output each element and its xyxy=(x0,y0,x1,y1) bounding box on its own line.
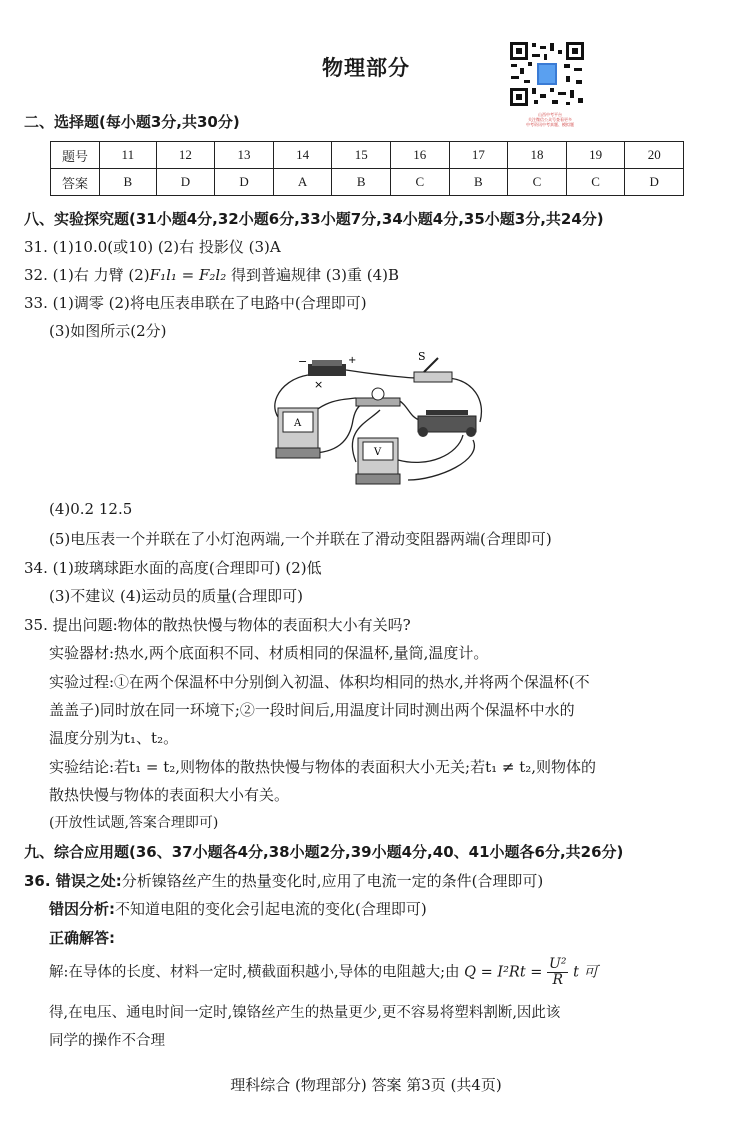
battery-icon xyxy=(308,360,346,376)
battery-negative-label: − xyxy=(298,355,308,368)
answer-q34-2: (3)不建议 (4)运动员的质量(合理即可) xyxy=(49,587,303,605)
answer-q36-solution-1 xyxy=(49,957,598,988)
question-number: 16 xyxy=(391,142,450,169)
page-title: 物理部分 xyxy=(322,56,410,80)
q36-formula-tail: t 可 xyxy=(573,964,598,981)
q36-error-label: 36. 错误之处: xyxy=(24,872,122,890)
qr-caption xyxy=(508,112,592,127)
answer-cell: C xyxy=(391,169,450,196)
answer-cell: B xyxy=(332,169,391,196)
answer-q36-solution-3: 同学的操作不合理 xyxy=(49,1033,165,1049)
q32-prefix: 32. (1)右 力臂 (2) xyxy=(24,266,150,284)
rheostat-icon xyxy=(418,410,476,437)
section-2-heading: 二、选择题(每小题3分,共30分) xyxy=(24,113,240,131)
question-number: 17 xyxy=(449,142,508,169)
question-number: 12 xyxy=(156,142,215,169)
answer-q36-solution-2: 得,在电压、通电时间一定时,镍铬丝产生的热量更少,更不容易将塑料割断,因此该 xyxy=(49,1005,561,1021)
question-number: 11 xyxy=(100,142,157,169)
choice-answer-table xyxy=(50,141,684,196)
fraction-denominator: R xyxy=(552,972,564,988)
q36-cause-text: 不知道电阻的变化会引起电流的变化(合理即可) xyxy=(115,900,427,918)
answer-cell: D xyxy=(156,169,215,196)
answer-q36-error xyxy=(24,870,543,891)
answer-q35-process-3: 温度分别为t₁、t₂。 xyxy=(49,729,179,747)
qr-code-icon xyxy=(508,40,586,108)
section-9-heading: 九、综合应用题(36、37小题各4分,38小题2分,39小题4分,40、41小题各6分,共26分) xyxy=(24,843,624,861)
switch-label: S xyxy=(418,350,426,363)
qr-caption-line: 中考资讯中考真题、模拟题 xyxy=(526,122,574,127)
answer-q32 xyxy=(24,264,399,285)
table-row xyxy=(51,169,684,196)
answer-q35-note: (开放性试题,答案合理即可) xyxy=(49,815,219,831)
answer-cell: D xyxy=(625,169,684,196)
fraction-numerator: U² xyxy=(549,956,567,972)
q32-formula: F₁l₁ = F₂l₂ xyxy=(149,266,227,284)
q36-solution-text: 解:在导体的长度、材料一定时,横截面积越小,导体的电阻越大;由 xyxy=(49,964,460,981)
q36-formula: Q = I²Rt = xyxy=(464,964,543,981)
question-number: 18 xyxy=(508,142,567,169)
answer-cell: B xyxy=(449,169,508,196)
question-number: 19 xyxy=(566,142,625,169)
question-number: 14 xyxy=(273,142,332,169)
table-row xyxy=(51,142,684,169)
answer-q33-1: 33. (1)调零 (2)将电压表串联在了电路中(合理即可) xyxy=(24,294,367,312)
answer-q33-5: (5)电压表一个并联在了小灯泡两端,一个并联在了滑动变阻器两端(合理即可) xyxy=(49,530,552,548)
q36-fraction xyxy=(547,957,568,988)
svg-text:V: V xyxy=(374,447,382,458)
circuit-diagram xyxy=(258,350,490,490)
answer-q36-cause xyxy=(49,898,427,919)
answer-q33-2: (3)如图所示(2分) xyxy=(49,322,167,340)
section-8-heading: 八、实验探究题(31小题4分,32小题6分,33小题7分,34小题4分,35小题3分,共24分) xyxy=(24,210,604,228)
question-number: 13 xyxy=(215,142,274,169)
answer-q35-conclusion-2: 散热快慢与物体的表面积大小有关。 xyxy=(49,786,290,804)
question-number: 15 xyxy=(332,142,391,169)
qr-caption-line: 山西中考平台 xyxy=(538,112,562,117)
table-header: 答案 xyxy=(51,169,100,196)
answer-cell: C xyxy=(508,169,567,196)
answer-q35-process-1: 实验过程:①在两个保温杯中分别倒入初温、体积均相同的热水,并将两个保温杯(不 xyxy=(49,673,590,691)
voltmeter-icon xyxy=(356,438,400,484)
question-number: 20 xyxy=(625,142,684,169)
light-bulb-icon xyxy=(356,388,400,406)
q36-cause-label: 错因分析: xyxy=(49,900,115,918)
qr-caption-line: 关注微信公众号查看更多 xyxy=(528,117,572,122)
answer-q35-conclusion-1: 实验结论:若t₁ = t₂,则物体的散热快慢与物体的表面积大小无关;若t₁ ≠ t₂,则物体的 xyxy=(49,758,597,776)
battery-positive-label: + xyxy=(348,355,357,366)
answer-cell: D xyxy=(215,169,274,196)
answer-q35-question: 35. 提出问题:物体的散热快慢与物体的表面积大小有关吗? xyxy=(24,616,411,634)
answer-cell: A xyxy=(273,169,332,196)
page-footer: 理科综合 (物理部分) 答案 第3页 (共4页) xyxy=(230,1076,502,1094)
answer-cell: B xyxy=(100,169,157,196)
answer-q35-materials: 实验器材:热水,两个底面积不同、材质相同的保温杯,量筒,温度计。 xyxy=(49,644,489,662)
answer-cell: C xyxy=(566,169,625,196)
answer-q34-1: 34. (1)玻璃球距水面的高度(合理即可) (2)低 xyxy=(24,559,322,577)
q36-error-text: 分析镍铬丝产生的热量变化时,应用了电流一定的条件(合理即可) xyxy=(121,872,544,890)
ammeter-icon xyxy=(276,408,320,458)
q32-suffix: 得到普遍规律 (3)重 (4)B xyxy=(226,266,400,284)
q36-correct-label: 正确解答: xyxy=(49,929,115,947)
svg-text:A: A xyxy=(294,418,302,429)
table-header: 题号 xyxy=(51,142,100,169)
answer-q33-4: (4)0.2 12.5 xyxy=(49,500,133,518)
answer-q35-process-2: 盖盖子)同时放在同一环境下;②一段时间后,用温度计同时测出两个保温杯中水的 xyxy=(49,701,575,719)
cross-mark: × xyxy=(314,378,324,391)
answer-q31: 31. (1)10.0(或10) (2)右 投影仪 (3)A xyxy=(24,238,281,256)
